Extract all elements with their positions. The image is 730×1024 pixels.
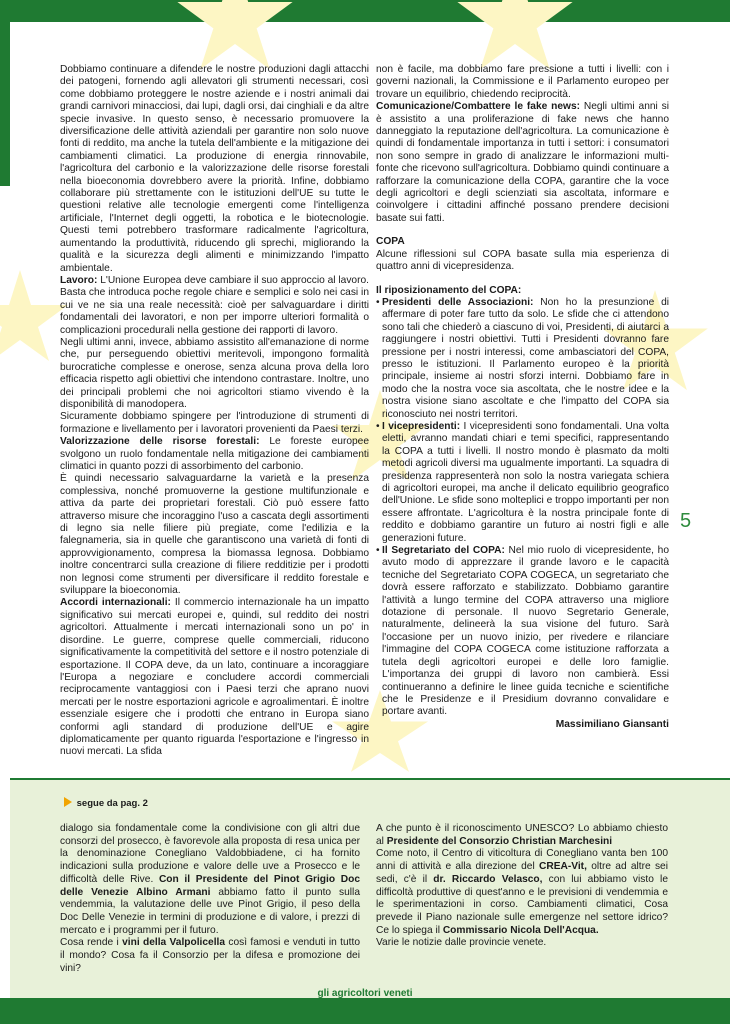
paragraph: Varie le notizie dalle provincie venete. — [376, 937, 547, 949]
list-item: • Il Segretariato del COPA: Nel mio ruolo di vicepresidente, ho avuto modo di apprezzare il grande lavoro e le capacità tecniche del Segretariato COPA COGECA, un segretariato che dovrà essere rafforzato e stabilizzato. Dobbiamo garantire l'attività a lungo termine del COPA attraverso una migliore dotazione di personale. Il nuovo Segretario Generale, naturalmente, delineerà la sua visione del futuro. Sarà l'occasione per un nuovo inizio, per rivedere e rilanciare l'immagine del COPA COGECA come istituzione rafforzata a tutela degli agricoltori europei e delle loro famiglie. L'importanza dei gruppi di lavoro non cambierà. Essi continueranno a definire le linee guida tecniche e scientifiche che le Presidenze e il Presidium dovranno convalidare e portare avanti. — [376, 545, 669, 719]
paragraph: A che punto è il riconoscimento UNESCO? Lo abbiamo chiesto al Presidente del Consorzio Christian Marchesini — [376, 823, 668, 847]
paragraph-forest-resources: Valorizzazione delle risorse forestali: Le foreste europee svolgono un ruolo fondamentale nella mitigazione dei cambiamenti climatici in quanto pozzi di assorbimento del carbonio. — [60, 436, 369, 472]
top-green-band — [0, 0, 730, 22]
author-signature: Massimiliano Giansanti — [555, 718, 669, 730]
continued-right-column — [376, 823, 668, 950]
paragraph-international-agreements: Accordi internazionali: Il commercio internazionale ha un impatto significativo sui mercati europei e, quindi, sul reddito dei nostri agricoltori. Attualmente i mercati internazionali sono un po' in disordine. Le guerre, comprese quelle commerciali, riducono significativamente la competitività del settore e il nostro potenziale di esportazione. Il COPA deve, da un lato, continuare a incoraggiare l'Europa a negoziare e concludere accordi commerciali reciprocamente vantaggiosi con i Paesi terzi che aprano nuovi mercati per le nostre esportazioni agricole e agroalimentari. È inoltre essenziale esigere che i prodotti che entrano in Europa siano conformi agli standard di produzione dell'UE e agire diplomaticamente per quanto riguarda l'esportazione e l'ingresso in nuovi mercati. La sfida — [60, 597, 369, 758]
continued-from-label: segue da pag. 2 — [64, 797, 148, 809]
footer-green-band — [0, 998, 730, 1024]
left-green-band — [0, 22, 10, 186]
article-left-column — [60, 64, 369, 759]
section-heading-copa: COPA — [376, 236, 405, 248]
paragraph: Come noto, il Centro di viticoltura di Conegliano vanta ben 100 anni di attività e alla direzione del CREA-Vit, oltre ad altre sei sedi, c'è il dr. Riccardo Velasco, con lui abbiamo visto le difficoltà produttive di quest'anno e le previsioni di vendemmia e le sperimentazioni in corso. Cambiamenti climatici, Cosa prevede il Piano nazionale sulle emergenze nel settore idrico? Ce lo spiega il Commissario Nicola Dell'Acqua. — [376, 848, 668, 936]
list-item: • I vicepresidenti: I vicepresidenti sono fondamentali. Una volta eletti, avranno mandati chiari e temi specifici, rappresentando la COPA a tutti i livelli. Il nostro mondo è plasmato da molti metodi agricoli diversi ma ugualmente importanti. La squadra di presidenza rappresenterà non solo la nostra variegata schiera di agricoltori europei, ma anche il delicato equilibrio geografico dell'Unione. Le sfide sono molteplici e troppo importanti per non essere affrontate. L'agricoltura è la nostra principale fonte di reddito e dobbiamo garantire un futuro ai nostri figli e alle generazioni future. — [376, 421, 669, 545]
paragraph: Sicuramente dobbiamo spingere per l'introduzione di strumenti di formazione e livellamento per i lavoratori provenienti da Paesi terzi. — [60, 411, 369, 435]
page-number: 5 — [680, 510, 692, 532]
paragraph: Alcune riflessioni sul COPA basate sulla mia esperienza di quattro anni di vicepresidenza. — [376, 248, 669, 273]
article-right-column — [376, 64, 669, 731]
paragraph: dialogo sia fondamentale come la condivisione con gli altri due consorzi del prosecco, è favorevole alla proposta di resa unica per la denominazione Conegliano Valdobbiadene, ci ha fornito indicazioni sulla produzione e valore delle uve a Prosecco e le difficoltà delle Rive. Con il Presidente del Pinot Grigio Doc delle Venezie Albino Armani abbiamo fatto il punto sulla vendemmia, la valutazione delle uve Pinot Grigio, il peso della Doc Delle Venezie in termini di produzione e di valore, i prezzi di mercato e i programmi per il futuro. — [60, 823, 360, 936]
continued-left-column — [60, 823, 360, 975]
list-item: • Presidenti delle Associazioni: Non ho la presunzione di affermare di poter fare tutto da solo. Le sfide che ci attendono sono tali che chiederò a ciascuno di voi, Presidenti, di aiutarci a raggiungere i nostri obiettivi. Tutti i Presidenti dovranno fare pressione per i nostri interessi, come ambasciatori del COPA, presso le istituzioni. Il Parlamento europeo è la priorità principale, insieme ai nostri sforzi interni. Dobbiamo fare in modo che la nostra voce sia ascoltata, che le nostre idee e la nostra visione siano ascoltate e che l'impatto del COPA sia riconosciuto nei nostri territori. — [376, 297, 669, 421]
subsection-heading: Il riposizionamento del COPA: — [376, 284, 522, 296]
paragraph-fake-news: Comunicazione/Combattere le fake news: Negli ultimi anni si è assistito a una proliferazione di fake news che hanno danneggiato la reputazione dell'agricoltura. La comunicazione è quindi di fondamentale importanza in tutti i settori: i consumatori non sono sempre in grado di analizzare le informazioni multi-fonte che ricevono sull'agricoltura. Dobbiamo quindi continuare a rafforzare la comunicazione della COPA, garantire che la voce degli agricoltori e degli scienziati sia ascoltata, informare e coinvolgere i cittadini affinché possano prendere decisioni basate sui fatti. — [376, 101, 669, 224]
paragraph: Negli ultimi anni, invece, abbiamo assistito all'emanazione di norme che, pur perseguendo obiettivi meritevoli, impongono formalità burocratiche complesse e onerose, senza alcuna prova della loro efficacia rispetto agli obiettivi che intendono contrastare. Inoltre, uno dei principali problemi che noi agricoltori stiamo vivendo è la disponibilità di manodopera. — [60, 336, 369, 410]
paragraph: Cosa rende i vini della Valpolicella così famosi e venduti in tutto il mondo? Cosa fa il Consorzio per la difesa e promozione dei vini? — [60, 937, 361, 974]
paragraph: Dobbiamo continuare a difendere le nostre produzioni dagli attacchi dei patogeni, fornendo agli allevatori gli strumenti necessari, così come dobbiamo proteggere le nostre aziende e i nostri animali dai grandi carnivori minacciosi, dai lupi, dagli orsi, dai cinghiali e da altre specie invasive. In questo senso, è necessario promuovere la diversificazione delle attività aziendali per garantire non solo nuove fonti di reddito, ma anche la tutela dell'ambiente e la mitigazione dei cambiamenti climatici. La produzione di energia rinnovabile, l'agricoltura del carbonio e la valorizzazione delle risorse forestali nella bioeconomia dovrebbero avere la priorità. Infine, dobbiamo collaborare più strettamente con le istituzioni dell'UE su tutte le questioni relative alle tecnologie emergenti come l'intelligenza artificiale, l'Internet degli oggetti, la robotica e le biotecnologie. Questi temi potrebbero trasformare radicalmente l'agricoltura, aumentando la produttività, riducendo gli sprechi, migliorando la qualità e la sicurezza degli alimenti e minimizzando l'impatto ambientale. — [60, 64, 369, 274]
publication-name: gli agricoltori veneti — [317, 988, 413, 999]
paragraph: È quindi necessario salvaguardarne la varietà e la presenza complessiva, nonché promuoverne la gestione multifunzionale e attiva da parte dei proprietari forestali. Ciò può essere fatto attraverso misure che incoraggino l'uso a cascata degli assortimenti di legno sia nelle filiere più pregiate, come l'edilizia e la falegnameria, sia in quelle che garantiscono una varietà di fonti di approvvigionamento, compresa la biomassa legnosa. Dobbiamo inoltre concentrarci sulla creazione di filiere redditizie per i prodotti non legnosi come strumenti per diversificare il reddito forestale e sviluppare la bioeconomia. — [60, 473, 369, 597]
arrow-right-icon — [64, 797, 72, 807]
bullet-list — [376, 297, 669, 719]
paragraph-lavoro: Lavoro: L'Unione Europea deve cambiare il suo approccio al lavoro. Basta che introduca poche regole chiare e semplici e solo nei casi in cui ve ne sia una reale necessità: cioè per salvaguardare i diritti fondamentali dei lavoratori, e non per imporre ulteriori formalità o complicazioni procedurali nella gestione dei rapporti di lavoro. — [60, 274, 369, 336]
paragraph: non è facile, ma dobbiamo fare pressione a tutti i livelli: con i governi nazionali, la Commissione e il Parlamento europeo per trovare un equilibrio, chiedendo reciprocità. — [376, 64, 669, 100]
